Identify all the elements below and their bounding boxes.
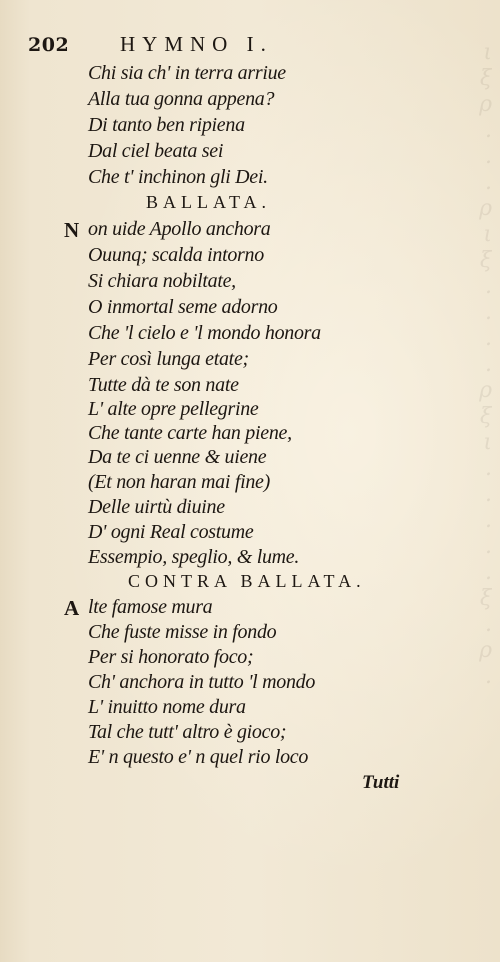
verse-line: Che 'l cielo e 'l mondo honora: [88, 322, 321, 344]
verse-line: Alla tua gonna appena?: [88, 88, 275, 110]
verse-line: Da te ci uenne & uiene: [88, 446, 267, 468]
contra-ballata-initial: A: [64, 596, 80, 620]
verse-line: Di tanto ben ripiena: [88, 114, 245, 136]
contra-ballata-heading: CONTRA BALLATA.: [128, 571, 366, 591]
verse-line: Si chiara nobiltate,: [88, 270, 236, 292]
bleed-through-shadow: ι ξ ρ . . . ρ ι ξ . . . . ρ ξ ι . . . . . ξ . ρ .: [479, 40, 492, 689]
page-number: 202: [28, 34, 70, 56]
verse-line: D' ogni Real costume: [88, 521, 254, 543]
verse-line: Dal ciel beata sei: [88, 140, 224, 162]
ballata-heading: BALLATA.: [146, 192, 272, 212]
verse-line: on uide Apollo anchora: [88, 218, 271, 240]
verse-line: Che t' inchinon gli Dei.: [88, 166, 268, 188]
verse-line: L' alte opre pellegrine: [88, 398, 259, 420]
verse-line: Tutte dà te son nate: [88, 374, 239, 396]
verse-line: Ch' anchora in tutto 'l mondo: [88, 671, 316, 693]
verse-line: O inmortal seme adorno: [88, 296, 278, 318]
verse-line: lte famose mura: [88, 596, 213, 618]
verse-line: Chi sia ch' in terra arriue: [88, 62, 286, 84]
verse-line: Ouunq; scalda intorno: [88, 244, 264, 266]
catchword: Tutti: [362, 772, 400, 793]
verse-line: Per si honorato foco;: [88, 646, 254, 668]
verse-line: Per così lunga etate;: [88, 348, 249, 370]
verse-line: E' n questo e' n quel rio loco: [88, 746, 309, 768]
running-head: HYMNO I.: [120, 32, 273, 56]
verse-line: L' inuitto nome dura: [88, 696, 246, 718]
verse-line: Che fuste misse in fondo: [88, 621, 277, 643]
verse-line: Essempio, speglio, & lume.: [88, 546, 300, 568]
verse-line: Tal che tutt' altro è gioco;: [88, 721, 287, 743]
verse-line: Che tante carte han piene,: [88, 422, 292, 444]
verse-line: (Et non haran mai fine): [88, 471, 270, 493]
ballata-initial: N: [64, 218, 80, 242]
page-header: [28, 32, 348, 62]
verse-line: Delle uirtù diuine: [88, 496, 225, 518]
